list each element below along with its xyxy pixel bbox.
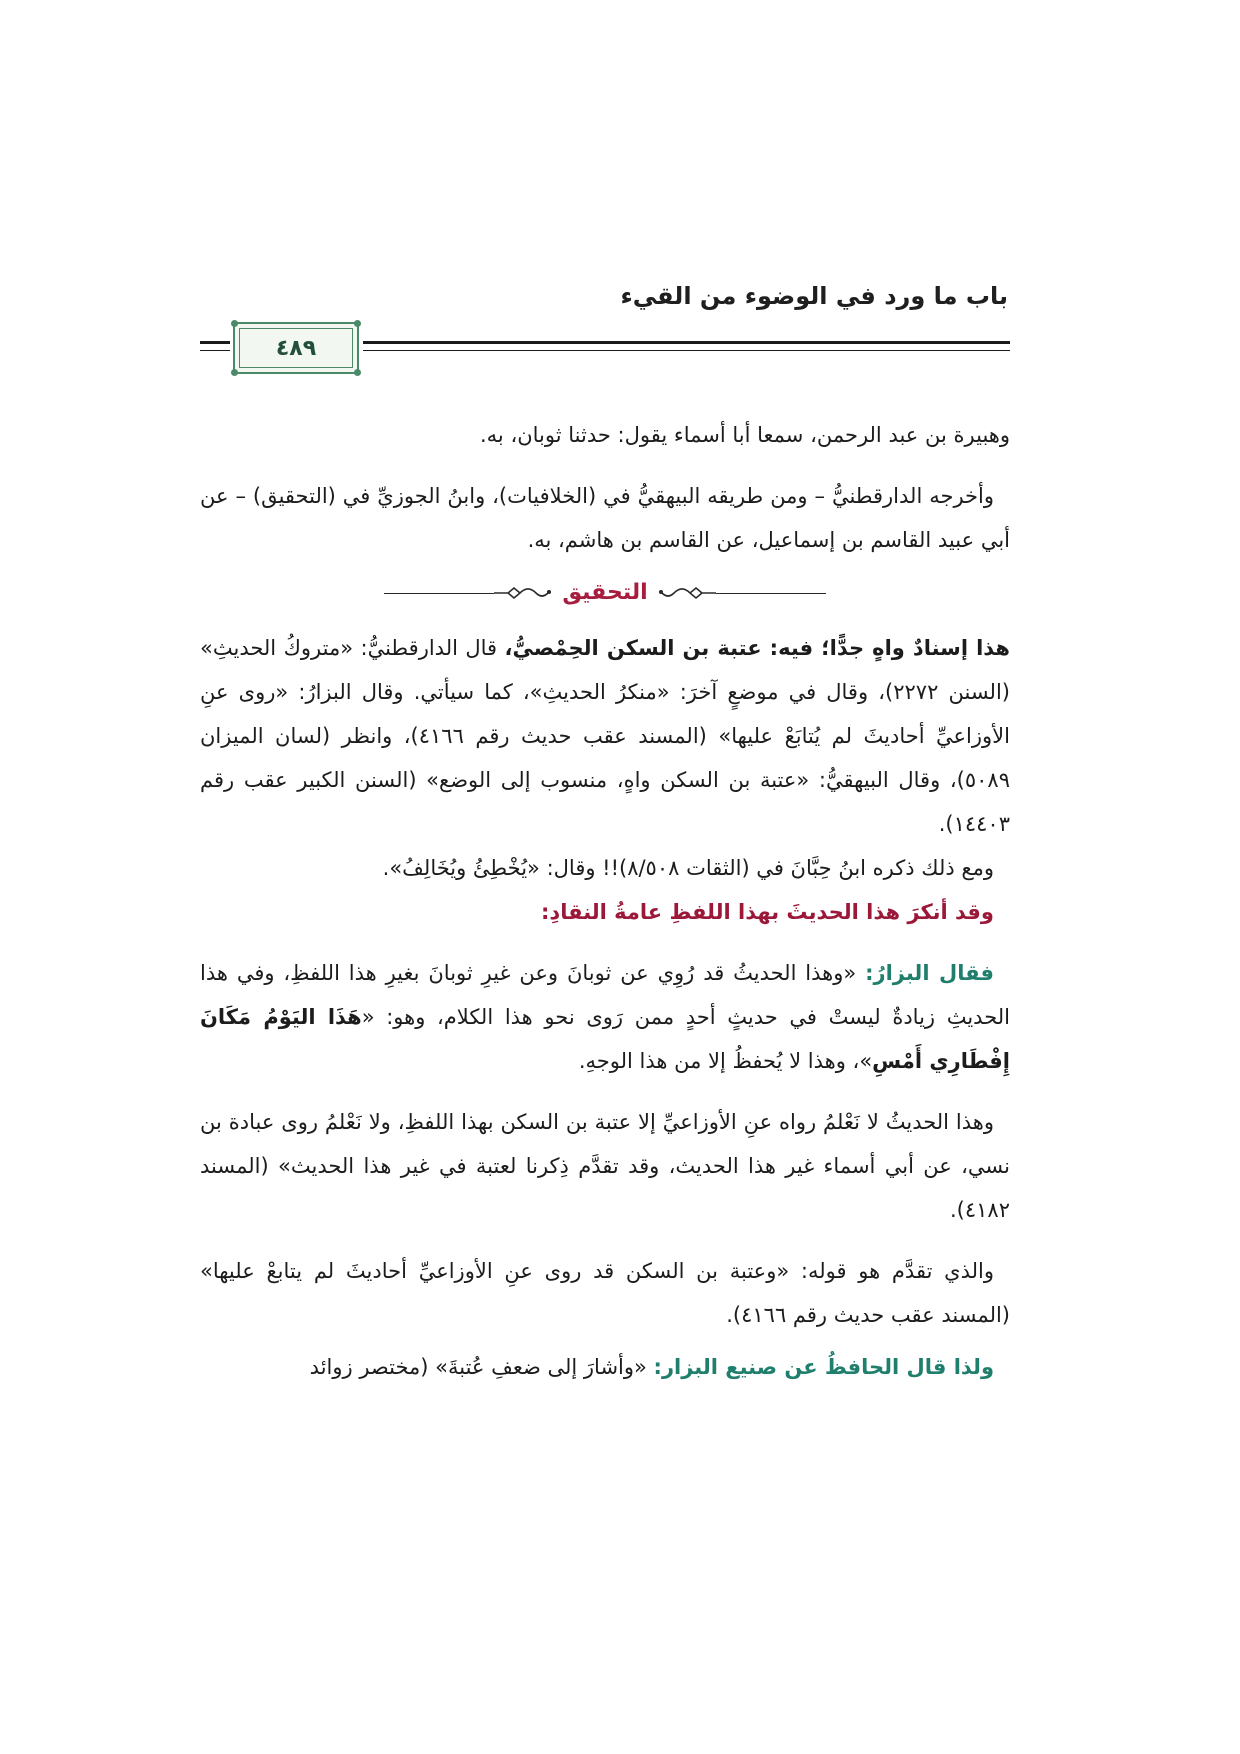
paragraph-9-lead: ولذا قال الحافظُ عن صنيع البزار: bbox=[653, 1355, 994, 1379]
paragraph-6-text-2: »، وهذا لا يُحفظُ إلا من هذا الوجهِ. bbox=[578, 1049, 873, 1073]
paragraph-8: والذي تقدَّم هو قوله: «وعتبة بن السكن قد روى عنِ الأوزاعيِّ أحاديثَ لم يتابعْ عليها» (المسند عقب حديث رقم ٤١٦٦). bbox=[200, 1259, 1010, 1327]
paragraph-9 bbox=[200, 1345, 1010, 1389]
running-header-title: باب ما ورد في الوضوء من القيء bbox=[620, 282, 1008, 310]
divider-line-right bbox=[716, 593, 826, 594]
frame-corner-ornament-icon bbox=[231, 320, 238, 327]
ornament-left-icon bbox=[494, 583, 552, 603]
paragraph-6 bbox=[200, 951, 1010, 1083]
frame-corner-ornament-icon bbox=[231, 369, 238, 376]
section-title: التحقيق bbox=[562, 580, 648, 605]
header-rule-right bbox=[363, 341, 1010, 351]
page-number: ٤٨٩ bbox=[275, 335, 317, 361]
paragraph-4: ومع ذلك ذكره ابنُ حِبَّانَ في (الثقات ٨/٥٠٨)!! وقال: «يُخْطِئُ ويُخَالِفُ». bbox=[382, 856, 994, 880]
header-rule-left bbox=[200, 341, 230, 351]
paragraph-9-text: «وأشارَ إلى ضعفِ عُتبةَ» (مختصر زوائد bbox=[309, 1355, 654, 1379]
paragraph-3-lead: هذا إسنادٌ واهٍ جدًّا؛ فيه: عتبة بن السكن الحِمْصيُّ، bbox=[504, 636, 1010, 660]
frame-corner-ornament-icon bbox=[354, 320, 361, 327]
paragraph-3-text: قال الدارقطنيُّ: «متروكُ الحديثِ» (السنن ٢٢٧٢)، وقال في موضعٍ آخرَ: «منكرُ الحديثِ»، كما سيأتي. وقال البزارُ: «روى عنِ الأوزاعيِّ أحاديثَ لم يُتابَعْ عليها» (المسند عقب حديث رقم ٤١٦٦)، وانظر (لسان الميزان ٥٠٨٩)، وقال البيهقيُّ: «عتبة بن السكن واهٍ، منسوب إلى الوضع» (السنن الكبير عقب رقم ١٤٤٠٣). bbox=[200, 636, 1010, 836]
paragraph-6-quote: هَذَا اليَوْمُ مَكَانَ إِفْطَارِي أَمْسِ bbox=[200, 1005, 1010, 1073]
paragraph-2: وأخرجه الدارقطنيُّ – ومن طريقه البيهقيُّ في (الخلافيات)، وابنُ الجوزيِّ في (التحقيق) – عن أبي عبيد القاسم بن إسماعيل، عن القاسم بن هاشم، به. bbox=[200, 484, 1010, 552]
section-divider bbox=[200, 570, 1010, 616]
page-number-inner-frame bbox=[239, 328, 353, 368]
ornament-right-icon bbox=[658, 583, 716, 603]
paragraph-3 bbox=[200, 626, 1010, 846]
paragraph-6-lead: فقال البزارُ: bbox=[865, 961, 995, 985]
paragraph-7: وهذا الحديثُ لا نَعْلمُ رواه عنِ الأوزاعيِّ إلا عتبة بن السكن بهذا اللفظِ، ولا نَعْلمُ روى عبادة بن نسي، عن أبي أسماء غير هذا الحديث، وقد تقدَّم ذِكرنا لعتبة في غير هذا الحديث» (المسند ٤١٨٢). bbox=[200, 1110, 1010, 1222]
paragraph-6-text-1: «وهذا الحديثُ قد رُوِي عن ثوبانَ وعن غيرِ ثوبانَ بغيرِ هذا اللفظِ، وفي هذا الحديثِ زيادةٌ ليستْ في حديثٍ أحدٍ ممن رَوى نحو هذا الكلام، وهو: « bbox=[200, 961, 1010, 1029]
page-number-frame bbox=[233, 322, 359, 374]
section-heading: وقد أنكرَ هذا الحديثَ بهذا اللفظِ عامةُ النقادِ: bbox=[541, 900, 994, 924]
main-text bbox=[200, 413, 1010, 1389]
paragraph-1: وهبيرة بن عبد الرحمن، سمعا أبا أسماء يقول: حدثنا ثوبان، به. bbox=[480, 423, 1010, 447]
divider-line-left bbox=[384, 593, 494, 594]
frame-corner-ornament-icon bbox=[354, 369, 361, 376]
